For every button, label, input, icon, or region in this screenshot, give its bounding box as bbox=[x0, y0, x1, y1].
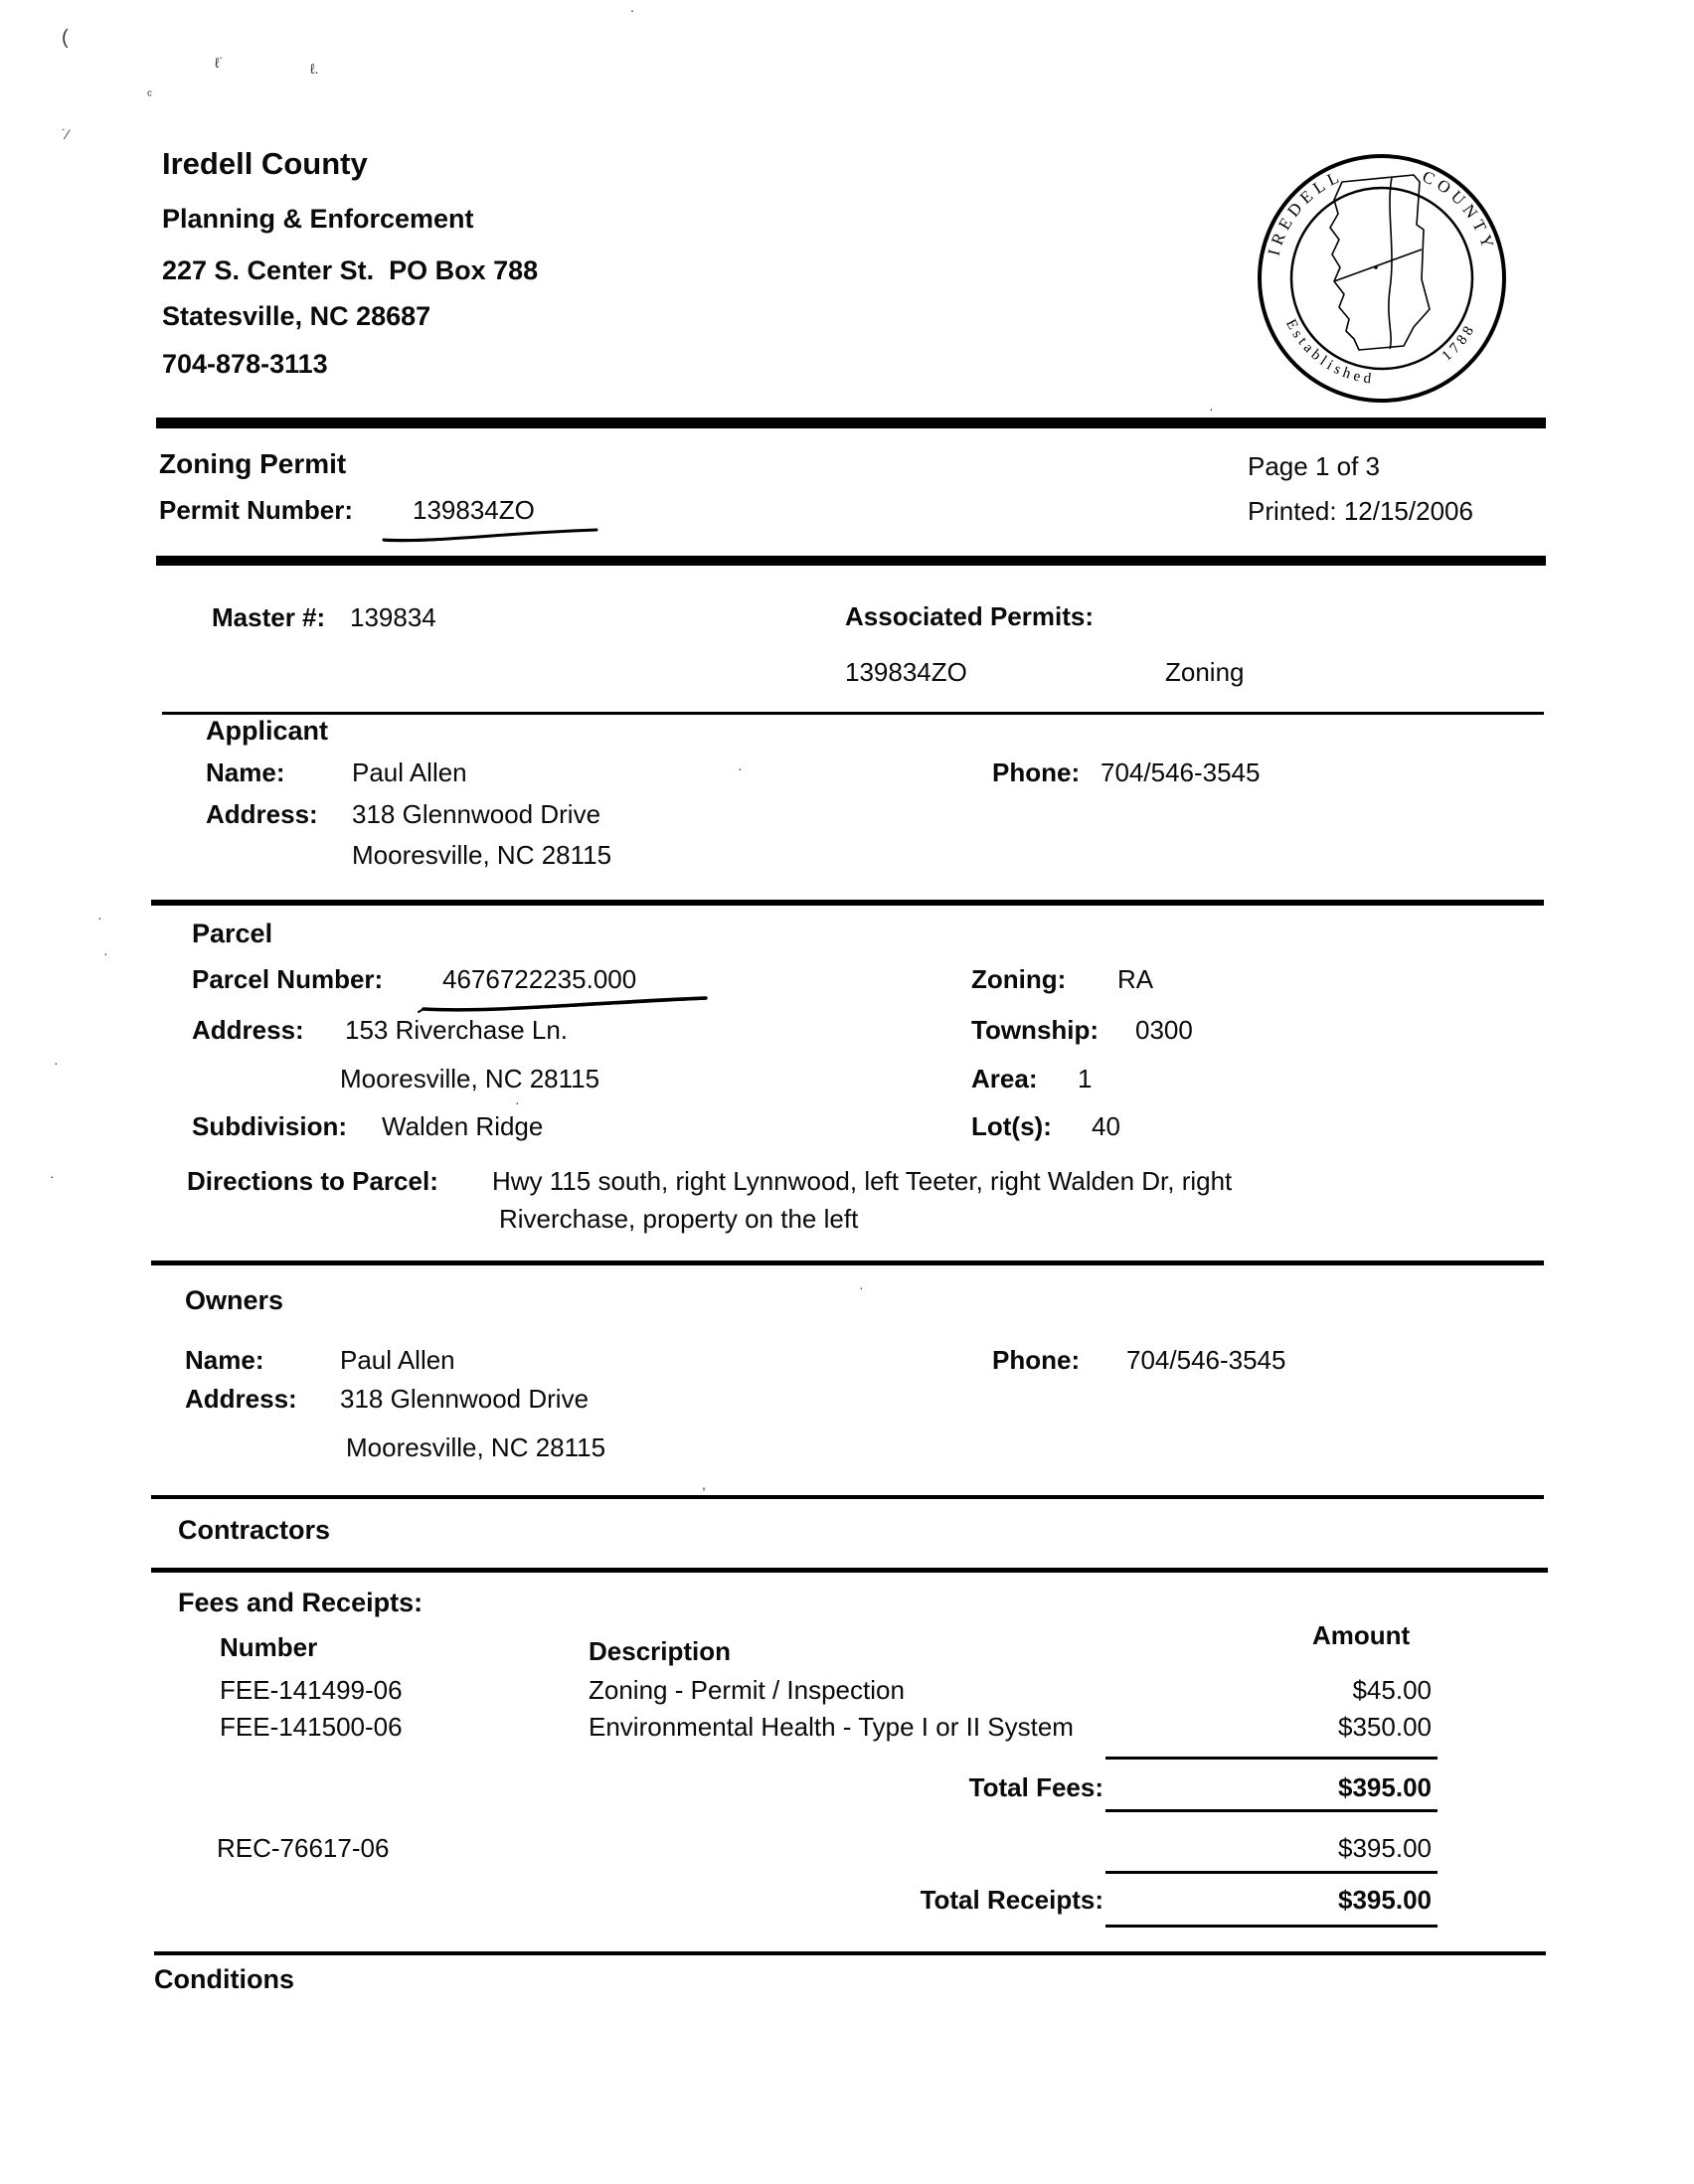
scan-artifact: ˙⁄ bbox=[62, 126, 69, 142]
scan-artifact: , bbox=[702, 1476, 706, 1492]
parcel-number-label: Parcel Number: bbox=[192, 964, 384, 994]
fees-column-number: Number bbox=[220, 1632, 318, 1662]
parcel-township-label: Township: bbox=[971, 1015, 1100, 1045]
applicant-phone-value: 704/546-3545 bbox=[1101, 757, 1261, 787]
fee-row-number: FEE-141500-06 bbox=[220, 1712, 403, 1742]
owner-address-value: 318 Glennwood Drive bbox=[340, 1384, 590, 1414]
applicant-address-value: 318 Glennwood Drive bbox=[352, 799, 601, 829]
parcel-address-label: Address: bbox=[192, 1015, 304, 1045]
parcel-directions-label: Directions to Parcel: bbox=[187, 1166, 438, 1196]
horizontal-rule bbox=[162, 712, 1544, 715]
parcel-address-value: 153 Riverchase Ln. bbox=[345, 1015, 569, 1045]
printed-date: Printed: 12/15/2006 bbox=[1248, 496, 1473, 526]
letterhead-city-state-zip: Statesville, NC 28687 bbox=[162, 301, 431, 331]
scan-artifact: · bbox=[50, 1168, 55, 1184]
associated-permit-type: Zoning bbox=[1165, 657, 1245, 687]
total-fees-label: Total Fees: bbox=[968, 1772, 1103, 1802]
fee-row-number: FEE-141499-06 bbox=[220, 1675, 403, 1705]
receipt-row-amount: $395.00 bbox=[1338, 1833, 1432, 1863]
horizontal-rule bbox=[151, 1568, 1548, 1573]
applicant-section-heading: Applicant bbox=[206, 716, 329, 746]
fee-row-description: Environmental Health - Type I or II System bbox=[589, 1712, 1074, 1742]
parcel-area-value: 1 bbox=[1078, 1064, 1093, 1093]
associated-permit-number: 139834ZO bbox=[845, 657, 967, 687]
total-fees-value: $395.00 bbox=[1338, 1772, 1432, 1802]
scan-artifact: · bbox=[859, 1279, 864, 1295]
seal-text-established: Established bbox=[1281, 316, 1377, 388]
horizontal-rule bbox=[151, 1495, 1544, 1499]
permit-number-label: Permit Number: bbox=[159, 495, 354, 525]
owner-city-value: Mooresville, NC 28115 bbox=[346, 1432, 606, 1462]
owner-address-label: Address: bbox=[185, 1384, 297, 1414]
horizontal-rule bbox=[156, 418, 1546, 428]
total-rule bbox=[1105, 1925, 1438, 1928]
parcel-city-value: Mooresville, NC 28115 bbox=[340, 1064, 600, 1093]
letterhead-street-address: 227 S. Center St. PO Box 788 bbox=[162, 255, 539, 285]
parcel-number-value: 4676722235.000 bbox=[442, 964, 637, 994]
total-receipts-value: $395.00 bbox=[1338, 1885, 1432, 1915]
fees-column-amount: Amount bbox=[1312, 1620, 1411, 1650]
fee-row-amount: $45.00 bbox=[1352, 1675, 1432, 1705]
seal-text-iredell: IREDELL bbox=[1264, 165, 1347, 258]
owner-phone-label: Phone: bbox=[992, 1345, 1081, 1375]
scan-artifact: ℓ. bbox=[310, 61, 319, 77]
parcel-directions-line2: Riverchase, property on the left bbox=[499, 1204, 859, 1234]
contractors-section-heading: Contractors bbox=[178, 1515, 331, 1545]
fee-row-amount: $350.00 bbox=[1338, 1712, 1432, 1742]
applicant-name-label: Name: bbox=[206, 757, 285, 787]
parcel-area-label: Area: bbox=[971, 1064, 1038, 1093]
scan-artifact: . bbox=[630, 0, 634, 15]
scan-artifact: · bbox=[738, 760, 743, 776]
fee-row-description: Zoning - Permit / Inspection bbox=[589, 1675, 905, 1705]
seal-outer-ring bbox=[1260, 156, 1504, 401]
receipt-row-number: REC-76617-06 bbox=[217, 1833, 390, 1863]
owner-name-value: Paul Allen bbox=[340, 1345, 455, 1375]
owner-phone-value: 704/546-3545 bbox=[1126, 1345, 1286, 1375]
scan-artifact: ᶜ bbox=[147, 86, 152, 102]
svg-text:COUNTY bbox=[1420, 167, 1499, 255]
letterhead-phone: 704-878-3113 bbox=[162, 349, 328, 379]
scan-artifact: · bbox=[515, 1094, 520, 1110]
horizontal-rule bbox=[151, 900, 1544, 906]
associated-permits-label: Associated Permits: bbox=[845, 601, 1094, 631]
pen-underline-permit-number bbox=[380, 525, 603, 547]
fees-column-description: Description bbox=[589, 1636, 732, 1666]
applicant-city-value: Mooresville, NC 28115 bbox=[352, 840, 612, 870]
county-seal bbox=[1255, 150, 1509, 407]
parcel-directions-line1: Hwy 115 south, right Lynnwood, left Teeter, right Walden Dr, right bbox=[492, 1166, 1233, 1196]
scan-artifact: · bbox=[103, 945, 108, 961]
total-rule bbox=[1105, 1871, 1438, 1874]
parcel-lots-value: 40 bbox=[1092, 1111, 1120, 1141]
document-title: Zoning Permit bbox=[159, 448, 347, 479]
parcel-zoning-value: RA bbox=[1117, 964, 1154, 994]
scan-artifact: ℓ˙ bbox=[215, 55, 225, 71]
applicant-name-value: Paul Allen bbox=[352, 757, 467, 787]
total-rule bbox=[1105, 1809, 1438, 1812]
owner-name-label: Name: bbox=[185, 1345, 264, 1375]
owners-section-heading: Owners bbox=[185, 1285, 284, 1315]
fees-section-heading: Fees and Receipts: bbox=[178, 1588, 424, 1617]
applicant-phone-label: Phone: bbox=[992, 757, 1081, 787]
master-number-label: Master #: bbox=[212, 602, 326, 632]
seal-county-map-outline bbox=[1330, 175, 1430, 350]
parcel-subdivision-label: Subdivision: bbox=[192, 1111, 347, 1141]
horizontal-rule bbox=[154, 1951, 1546, 1955]
scan-artifact: · bbox=[54, 1055, 59, 1071]
page-indicator: Page 1 of 3 bbox=[1248, 451, 1380, 481]
seal-inner-ring bbox=[1291, 188, 1472, 369]
parcel-zoning-label: Zoning: bbox=[971, 964, 1067, 994]
pen-underline-parcel-number bbox=[416, 992, 714, 1016]
scan-artifact: · bbox=[97, 910, 102, 925]
permit-number-value: 139834ZO bbox=[413, 495, 535, 525]
parcel-subdivision-value: Walden Ridge bbox=[382, 1111, 544, 1141]
horizontal-rule bbox=[151, 1260, 1544, 1265]
horizontal-rule bbox=[156, 556, 1546, 566]
letterhead-county-name: Iredell County bbox=[162, 146, 368, 181]
svg-text:IREDELL bbox=[1265, 166, 1346, 257]
seal-text-county: COUNTY bbox=[1419, 166, 1499, 255]
applicant-address-label: Address: bbox=[206, 799, 318, 829]
conditions-section-heading: Conditions bbox=[154, 1964, 294, 1994]
total-receipts-label: Total Receipts: bbox=[920, 1885, 1103, 1915]
parcel-township-value: 0300 bbox=[1135, 1015, 1193, 1045]
letterhead-department: Planning & Enforcement bbox=[162, 204, 474, 234]
scan-artifact: ( bbox=[62, 27, 69, 49]
scan-artifact: · bbox=[1209, 401, 1214, 417]
total-rule bbox=[1105, 1757, 1438, 1760]
parcel-lots-label: Lot(s): bbox=[971, 1111, 1052, 1141]
master-number-value: 139834 bbox=[350, 602, 436, 632]
parcel-section-heading: Parcel bbox=[192, 919, 273, 948]
seal-text-1788: 1788 bbox=[1439, 320, 1480, 365]
